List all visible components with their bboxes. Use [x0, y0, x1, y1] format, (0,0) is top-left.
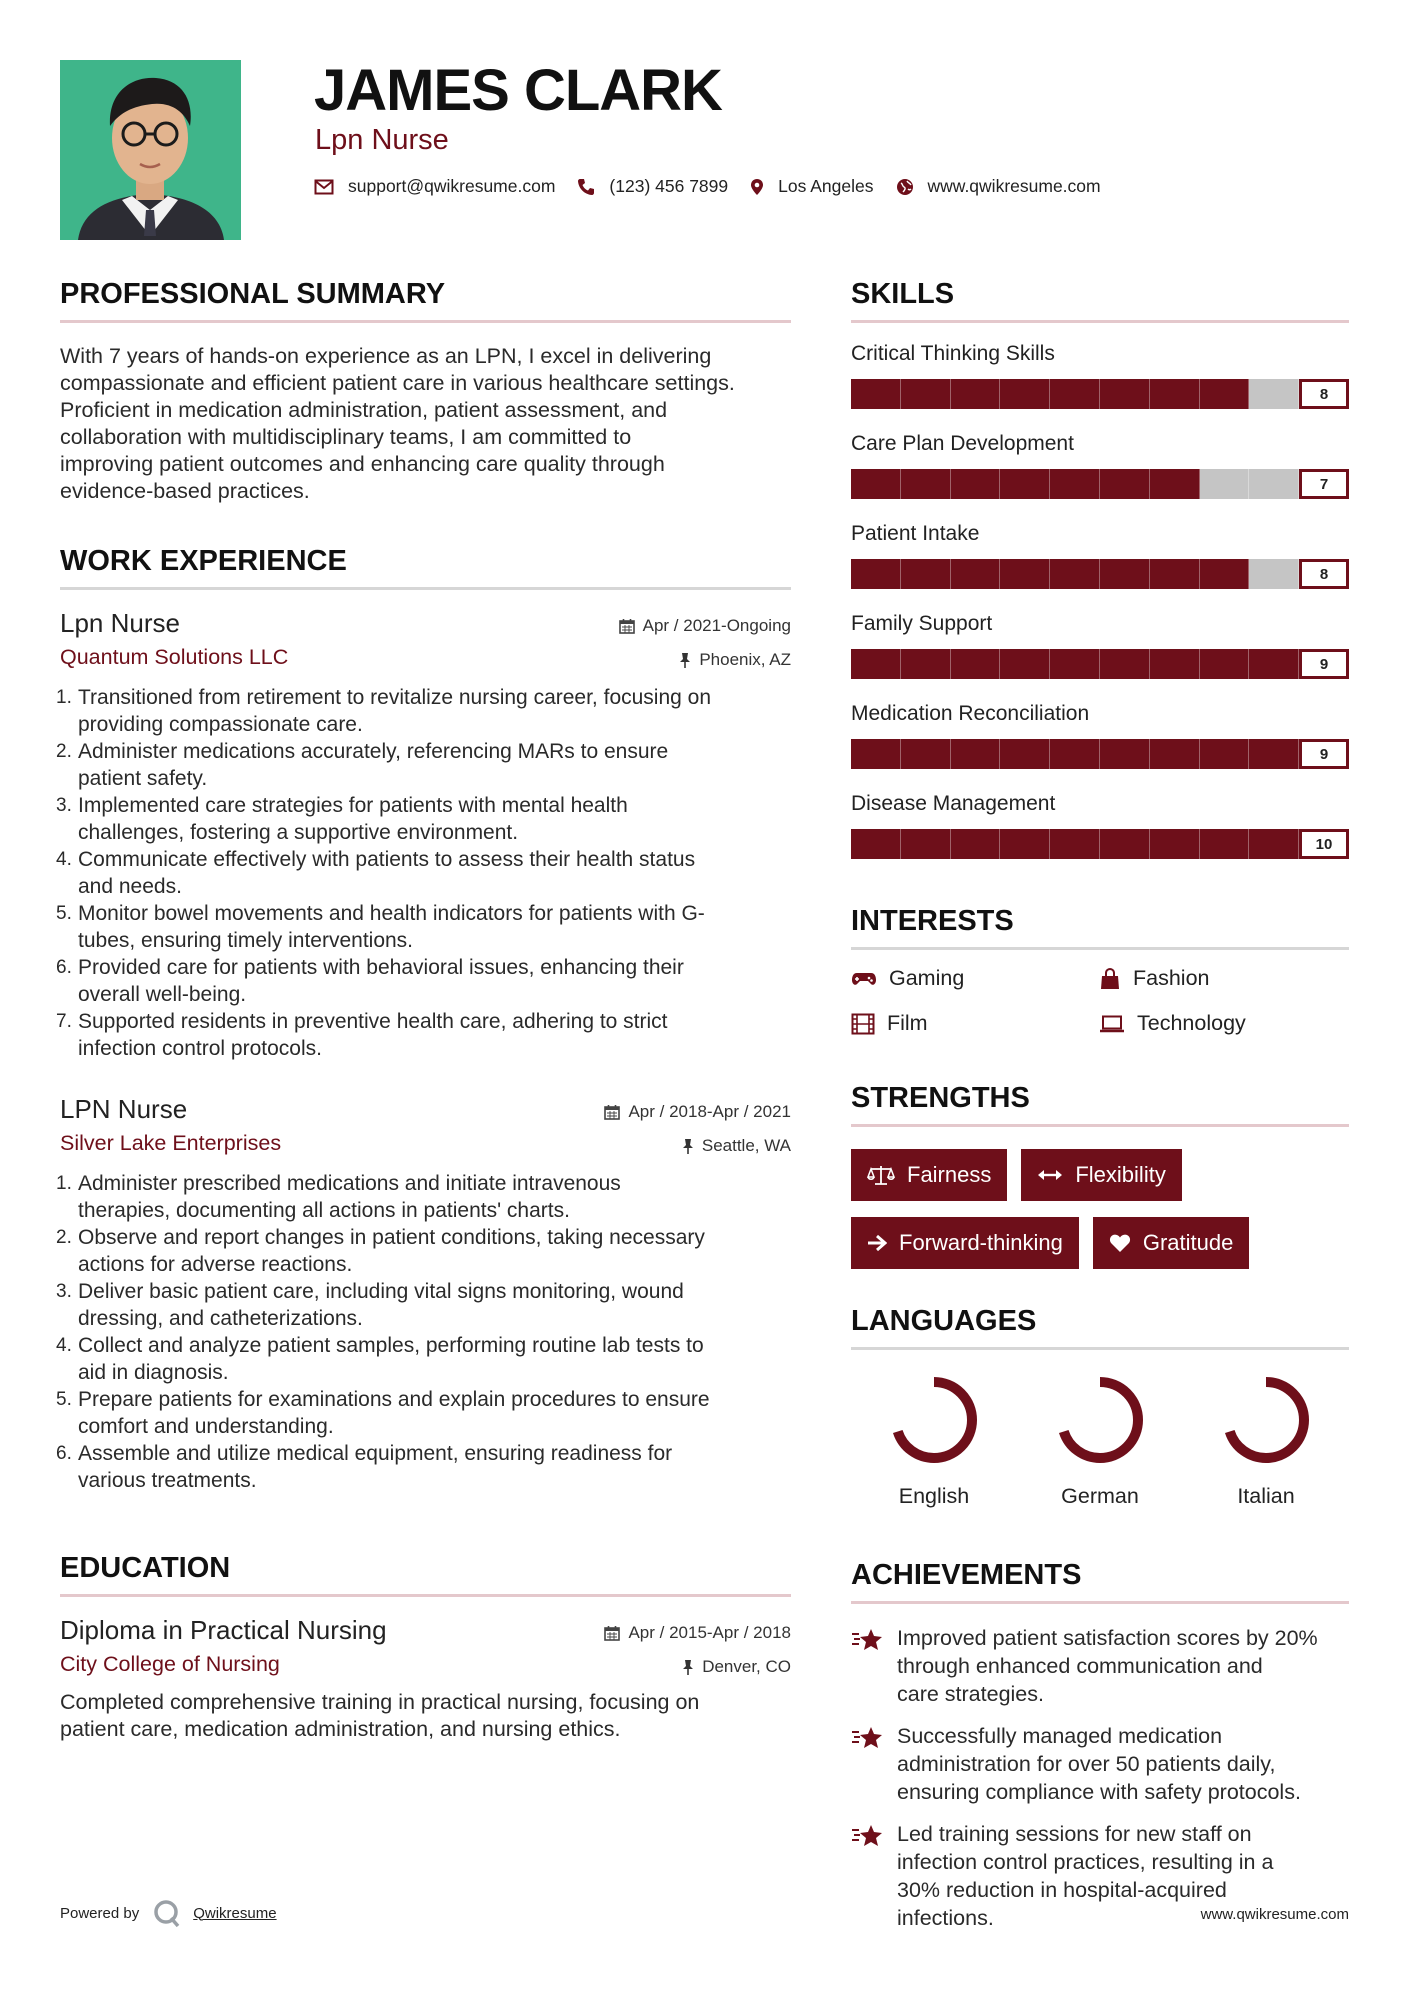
job-company: Quantum Solutions LLC: [60, 645, 289, 669]
duty-number: 4.: [56, 849, 72, 870]
achievement-line: infection control practices, resulting in a: [897, 1850, 1274, 1874]
skill-segment-filled: [1050, 649, 1100, 679]
language-name: Italian: [1237, 1484, 1295, 1508]
skill-segment-filled: [951, 469, 1001, 499]
skill-segment-filled: [901, 739, 951, 769]
calendar-icon: [604, 1104, 620, 1120]
duty-number: 1.: [56, 687, 72, 708]
interest-item: [851, 1011, 1099, 1036]
achievement-line: administration for over 50 patients daily,: [897, 1752, 1276, 1776]
duty-number: 7.: [56, 1011, 72, 1032]
powered-by-text: Powered by: [60, 1904, 140, 1922]
skills-title: SKILLS: [851, 278, 955, 310]
duty-item: [56, 1440, 791, 1494]
duty-item: [56, 792, 791, 846]
skill-segment-filled: [1150, 649, 1200, 679]
skill-segment-filled: [1050, 739, 1100, 769]
skill-segment-filled: [1150, 379, 1200, 409]
duty-number: 6.: [56, 957, 72, 978]
summary-line: compassionate and efficient patient care in various healthcare settings.: [60, 371, 735, 395]
skill-segment-filled: [901, 829, 951, 859]
experience-divider: [60, 587, 791, 590]
skill-segment-filled: [1050, 559, 1100, 589]
duty-number: 5.: [56, 903, 72, 924]
duty-line: challenges, fostering a supportive environment.: [78, 821, 519, 844]
duty-line: therapies, documenting all actions in patients' charts.: [78, 1199, 570, 1222]
achievement-line: Successfully managed medication: [897, 1724, 1223, 1748]
right-column: [851, 276, 1349, 1932]
location-text: Los Angeles: [778, 176, 874, 196]
skill-segment-filled: [851, 649, 901, 679]
skill-bar: [851, 829, 1349, 859]
achievement-line: Led training sessions for new staff on: [897, 1822, 1252, 1846]
skill-segment-empty: [1249, 469, 1299, 499]
strength-badge: [1093, 1217, 1250, 1269]
education-location: [682, 1657, 791, 1677]
skills-divider: [851, 320, 1349, 323]
duty-number: 4.: [56, 1335, 72, 1356]
job-company: Silver Lake Enterprises: [60, 1131, 282, 1155]
job-dates-text: Apr / 2021-Ongoing: [642, 616, 791, 635]
skill-bar: [851, 469, 1349, 499]
summary-line: Proficient in medication administration, patient assessment, and: [60, 398, 668, 422]
skill-score: 8: [1299, 559, 1349, 589]
skill-segment-filled: [1050, 379, 1100, 409]
calendar-icon: [619, 618, 635, 634]
gamepad-icon: [851, 971, 877, 987]
duty-item: [56, 1332, 791, 1386]
language-ring: [888, 1374, 980, 1466]
duty-number: 2.: [56, 1227, 72, 1248]
duty-number: 2.: [56, 741, 72, 762]
double-arrow-icon: [1037, 1168, 1063, 1182]
job-duties: [56, 1170, 791, 1494]
education-line: Completed comprehensive training in practical nursing, focusing on: [60, 1690, 700, 1714]
language-item: [851, 1374, 1017, 1509]
skill-name: Family Support: [851, 612, 993, 635]
skill-segment-filled: [1100, 379, 1150, 409]
job-dates-text: Apr / 2018-Apr / 2021: [628, 1102, 791, 1121]
education-location-text: Denver, CO: [702, 1657, 791, 1676]
duty-line: Administer medications accurately, referencing MARs to ensure: [78, 740, 669, 763]
skill-segment-filled: [1249, 829, 1299, 859]
summary-line: evidence-based practices.: [60, 479, 310, 503]
skill-segment-filled: [901, 559, 951, 589]
skill-segment-filled: [1200, 649, 1250, 679]
strength-label: Forward-thinking: [899, 1230, 1063, 1255]
contact-bar: [314, 176, 1123, 197]
duty-item: [56, 1224, 791, 1278]
duty-line: Deliver basic patient care, including vital signs monitoring, wound: [78, 1280, 684, 1303]
experience-section: [56, 543, 791, 1494]
duty-line: tubes, ensuring timely interventions.: [78, 929, 414, 952]
skill-segment-filled: [1000, 739, 1050, 769]
duty-line: various treatments.: [78, 1469, 257, 1492]
job-dates: [604, 1102, 791, 1122]
skill-name: Medication Reconciliation: [851, 702, 1090, 725]
education-entry: [60, 1615, 791, 1743]
skill-score: 9: [1299, 739, 1349, 769]
interest-label: Film: [887, 1011, 928, 1035]
duty-item: [56, 1008, 791, 1062]
languages-title: LANGUAGES: [851, 1305, 1037, 1337]
strength-label: Flexibility: [1075, 1162, 1166, 1187]
language-name: English: [898, 1484, 970, 1508]
skill-segment-empty: [1249, 559, 1299, 589]
education-dates-text: Apr / 2015-Apr / 2018: [628, 1623, 791, 1642]
interest-label: Fashion: [1133, 966, 1210, 990]
interests-divider: [851, 947, 1349, 950]
skill-segment-filled: [1150, 469, 1200, 499]
job-entry: [56, 608, 791, 1062]
skill-segment-filled: [851, 469, 901, 499]
education-title: EDUCATION: [60, 1552, 231, 1584]
languages-section: [851, 1303, 1349, 1509]
calendar-icon: [604, 1625, 620, 1641]
duty-line: Monitor bowel movements and health indicators for patients with G-: [78, 902, 705, 925]
phone-text: (123) 456 7899: [609, 176, 729, 196]
languages-list: [851, 1374, 1349, 1509]
skill-segment-filled: [1100, 559, 1150, 589]
skill-segment-filled: [851, 829, 901, 859]
education-line: patient care, medication administration, and nursing ethics.: [60, 1717, 621, 1741]
duty-item: [56, 1386, 791, 1440]
envelope-icon: [314, 179, 334, 195]
shopping-bag-icon: [1099, 968, 1121, 990]
duty-line: Administer prescribed medications and initiate intravenous: [78, 1172, 621, 1195]
summary-line: collaboration with multidisciplinary teams, I am committed to: [60, 425, 632, 449]
skill-bar: [851, 739, 1349, 769]
interests-title: INTERESTS: [851, 905, 1014, 937]
skill-segment-filled: [1150, 739, 1200, 769]
education-description: [60, 1689, 791, 1743]
education-section: [60, 1550, 791, 1743]
skill-segment-filled: [901, 649, 951, 679]
strength-badge: [851, 1149, 1007, 1201]
achievement-line: care strategies.: [897, 1682, 1044, 1706]
achievements-section: [851, 1557, 1349, 1932]
skill-segment-filled: [1249, 739, 1299, 769]
skill-name: Disease Management: [851, 792, 1056, 815]
skill-segment-filled: [951, 649, 1001, 679]
duty-line: patient safety.: [78, 767, 208, 790]
skill-score: 9: [1299, 649, 1349, 679]
summary-divider: [60, 320, 791, 323]
duty-number: 5.: [56, 1389, 72, 1410]
duty-line: aid in diagnosis.: [78, 1361, 229, 1384]
arrow-right-icon: [867, 1234, 887, 1252]
summary-title: PROFESSIONAL SUMMARY: [60, 278, 446, 310]
skill-segment-filled: [1000, 829, 1050, 859]
skill-segment-filled: [1200, 829, 1250, 859]
candidate-name: JAMES CLARK: [314, 58, 722, 123]
laptop-icon: [1099, 1015, 1125, 1033]
skill-name: Patient Intake: [851, 522, 980, 545]
skill-segment-filled: [951, 829, 1001, 859]
skills-section: [851, 276, 1349, 859]
language-name: German: [1061, 1484, 1139, 1508]
duty-item: [56, 738, 791, 792]
achievement-text: [897, 1722, 1301, 1806]
duty-line: comfort and understanding.: [78, 1415, 334, 1438]
achievements-title: ACHIEVEMENTS: [851, 1559, 1082, 1591]
language-level-arc: [896, 1382, 972, 1458]
left-column: [56, 276, 791, 1743]
language-ring: [1220, 1374, 1312, 1466]
language-item: [1017, 1374, 1183, 1509]
skill-bar: [851, 379, 1349, 409]
duty-line: Supported residents in preventive health care, adhering to strict: [78, 1010, 668, 1033]
skill-segment-filled: [1200, 379, 1250, 409]
language-level-arc: [1228, 1382, 1304, 1458]
duty-line: infection control protocols.: [78, 1037, 322, 1060]
duty-line: Observe and report changes in patient conditions, taking necessary: [78, 1226, 705, 1249]
achievement-line: Improved patient satisfaction scores by 20%: [897, 1626, 1318, 1650]
strength-label: Fairness: [907, 1162, 992, 1187]
skill-score: 8: [1299, 379, 1349, 409]
skill-segment-filled: [1050, 829, 1100, 859]
job-location: [682, 1136, 791, 1156]
achievement-item: [851, 1722, 1349, 1806]
skill-segment-empty: [1200, 469, 1250, 499]
skill-segment-filled: [1000, 469, 1050, 499]
duty-line: and needs.: [78, 875, 182, 898]
duty-line: Transitioned from retirement to revitalize nursing career, focusing on: [78, 686, 712, 709]
achievement-line: infections.: [897, 1906, 994, 1930]
job-title: LPN Nurse: [60, 1094, 188, 1124]
skill-name: Care Plan Development: [851, 432, 1074, 455]
strength-badge: [1021, 1149, 1181, 1201]
duty-line: actions for adverse reactions.: [78, 1253, 353, 1276]
duty-item: [56, 684, 791, 738]
skill-segment-filled: [951, 379, 1001, 409]
phone-icon: [577, 178, 595, 196]
skill-bar: [851, 649, 1349, 679]
interest-item: [851, 966, 1099, 991]
balance-scale-icon: [867, 1164, 895, 1186]
skill-segment-filled: [951, 739, 1001, 769]
summary-line: improving patient outcomes and enhancing care quality through: [60, 452, 665, 476]
duty-line: Provided care for patients with behavioral issues, enhancing their: [78, 956, 684, 979]
skill-segment-filled: [851, 559, 901, 589]
heart-icon: [1109, 1233, 1131, 1253]
school-name: City College of Nursing: [60, 1652, 280, 1676]
education-divider: [60, 1594, 791, 1597]
contact-website[interactable]: [896, 176, 1101, 197]
skill-segment-filled: [901, 469, 951, 499]
interest-label: Gaming: [889, 966, 965, 990]
language-ring: [1054, 1374, 1146, 1466]
languages-divider: [851, 1347, 1349, 1350]
job-location-text: Seattle, WA: [701, 1136, 791, 1155]
strength-badge: [851, 1217, 1079, 1269]
duty-line: providing compassionate care.: [78, 713, 363, 736]
contact-phone[interactable]: [577, 176, 728, 197]
profile-photo: [60, 60, 241, 240]
skill-segment-empty: [1249, 379, 1299, 409]
pushpin-icon: [682, 1659, 694, 1675]
map-marker-icon: [750, 178, 764, 196]
skill-segment-filled: [1050, 469, 1100, 499]
interests-grid: [851, 966, 1349, 1036]
duty-line: overall well-being.: [78, 983, 247, 1006]
strengths-section: [851, 1080, 1349, 1269]
achievements-divider: [851, 1601, 1349, 1604]
skills-list: [851, 341, 1349, 859]
skill-item: [851, 341, 1349, 409]
summary-line: With 7 years of hands-on experience as an LPN, I excel in delivering: [60, 344, 712, 368]
skill-item: [851, 521, 1349, 589]
strengths-list: [851, 1149, 1349, 1269]
star-award-icon: [851, 1822, 885, 1850]
candidate-role: Lpn Nurse: [315, 124, 449, 156]
powered-by: [60, 1898, 277, 1928]
language-item: [1183, 1374, 1349, 1509]
achievement-line: 30% reduction in hospital-acquired: [897, 1878, 1227, 1902]
pushpin-icon: [682, 1138, 694, 1154]
skill-segment-filled: [1150, 559, 1200, 589]
email-text: support@qwikresume.com: [348, 176, 556, 196]
language-level-arc: [1062, 1382, 1138, 1458]
skill-segment-filled: [1000, 559, 1050, 589]
skill-segment-filled: [1000, 649, 1050, 679]
duty-line: Collect and analyze patient samples, performing routine lab tests to: [78, 1334, 704, 1357]
duty-number: 3.: [56, 1281, 72, 1302]
skill-name: Critical Thinking Skills: [851, 342, 1055, 365]
skill-segment-filled: [1249, 649, 1299, 679]
skill-item: [851, 611, 1349, 679]
strengths-title: STRENGTHS: [851, 1082, 1030, 1114]
skill-segment-filled: [1000, 379, 1050, 409]
duty-item: [56, 1170, 791, 1224]
duty-line: Communicate effectively with patients to assess their health status: [78, 848, 696, 871]
skill-segment-filled: [1100, 739, 1150, 769]
achievement-item: [851, 1624, 1349, 1708]
skill-segment-filled: [1150, 829, 1200, 859]
pushpin-icon: [679, 652, 691, 668]
summary-text: [60, 343, 791, 505]
skill-item: [851, 701, 1349, 769]
achievement-line: ensuring compliance with safety protocols.: [897, 1780, 1301, 1804]
duty-line: dressing, and catheterizations.: [78, 1307, 363, 1330]
achievement-line: through enhanced communication and: [897, 1654, 1263, 1678]
job-title: Lpn Nurse: [60, 608, 180, 638]
star-award-icon: [851, 1626, 885, 1654]
achievement-text: [897, 1624, 1318, 1708]
qwikresume-logo-icon: [151, 1898, 185, 1928]
duty-line: Implemented care strategies for patients with mental health: [78, 794, 628, 817]
skill-bar: [851, 559, 1349, 589]
duty-item: [56, 846, 791, 900]
globe-icon: [896, 178, 914, 196]
skill-item: [851, 791, 1349, 859]
skill-score: 10: [1299, 829, 1349, 859]
film-icon: [851, 1013, 875, 1035]
skill-segment-filled: [1200, 559, 1250, 589]
interests-section: [851, 903, 1349, 1036]
experience-title: WORK EXPERIENCE: [60, 545, 347, 577]
job-location-text: Phoenix, AZ: [699, 650, 791, 669]
duty-number: 1.: [56, 1173, 72, 1194]
skill-score: 7: [1299, 469, 1349, 499]
skill-segment-filled: [851, 739, 901, 769]
duty-number: 6.: [56, 1443, 72, 1464]
job-duties: [56, 684, 791, 1062]
skill-segment-filled: [1100, 469, 1150, 499]
contact-location: [750, 176, 873, 197]
job-location: [679, 650, 791, 670]
education-dates: [604, 1623, 791, 1643]
contact-email[interactable]: [314, 176, 555, 197]
degree-title: Diploma in Practical Nursing: [60, 1615, 387, 1645]
skill-item: [851, 431, 1349, 499]
star-award-icon: [851, 1724, 885, 1752]
duty-line: Assemble and utilize medical equipment, ensuring readiness for: [78, 1442, 673, 1465]
skill-segment-filled: [1100, 649, 1150, 679]
strength-label: Gratitude: [1142, 1230, 1234, 1255]
qwikresume-link[interactable]: Qwikresume: [193, 1904, 277, 1922]
footer-website[interactable]: www.qwikresume.com: [1200, 1906, 1349, 1923]
duty-item: [56, 900, 791, 954]
job-entry: [56, 1094, 791, 1494]
skill-segment-filled: [901, 379, 951, 409]
duty-number: 3.: [56, 795, 72, 816]
interest-label: Technology: [1137, 1011, 1246, 1035]
interest-item: [1099, 966, 1349, 991]
duty-item: [56, 954, 791, 1008]
duty-item: [56, 1278, 791, 1332]
job-dates: [619, 616, 791, 636]
summary-section: [60, 276, 791, 505]
website-text: www.qwikresume.com: [927, 176, 1101, 196]
duty-line: Prepare patients for examinations and explain procedures to ensure: [78, 1388, 710, 1411]
strengths-divider: [851, 1124, 1349, 1127]
skill-segment-filled: [1100, 829, 1150, 859]
skill-segment-filled: [951, 559, 1001, 589]
skill-segment-filled: [851, 379, 901, 409]
skill-segment-filled: [1200, 739, 1250, 769]
interest-item: [1099, 1011, 1349, 1036]
